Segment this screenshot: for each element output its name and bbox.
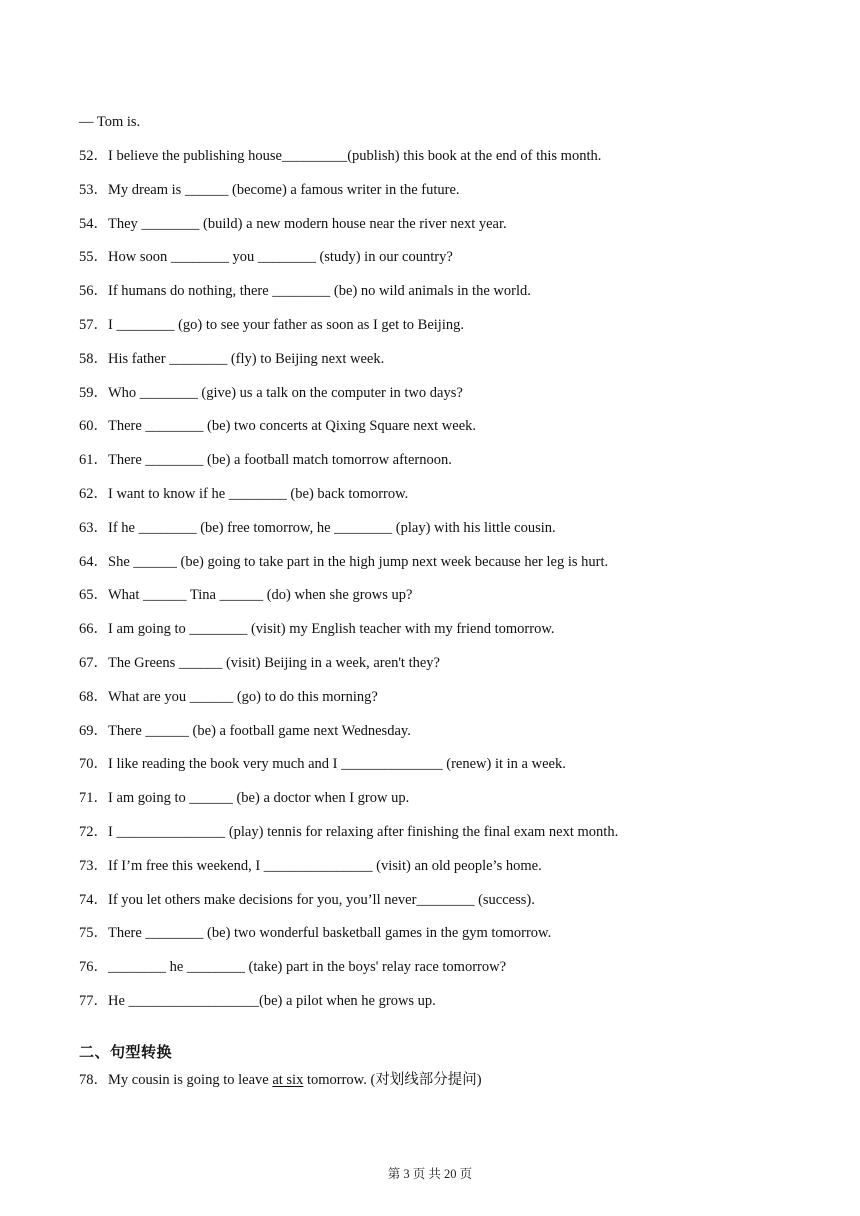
question-text: I like reading the book very much and I ______________ (renew) it in a week. [108,756,566,772]
question-number: 56． [79,283,108,299]
question-item [79,485,408,503]
question-text: She ______ (be) going to take part in the high jump next week because her leg is hurt. [108,554,609,570]
question-item [79,586,412,604]
question-item [79,451,452,469]
section-heading: 二、句型转换 [79,1043,173,1061]
question-text: How soon ________ you ________ (study) in our country? [108,249,453,265]
question-number: 52． [79,148,108,164]
question-number: 74． [79,892,108,908]
question-item [79,553,608,571]
intro-line: — Tom is. [79,114,141,130]
question-item [79,147,601,165]
question-item [79,924,551,942]
question-item [79,857,542,875]
question-number: 73． [79,858,108,874]
page-footer: 第 3 页 共 20 页 [387,1167,473,1181]
question-text: If you let others make decisions for you, you’ll never________ (success). [108,892,535,908]
question-item [79,823,618,841]
question-number: 66． [79,621,108,637]
question-number: 60． [79,418,108,434]
question-item [79,891,535,909]
question-number: 70． [79,756,108,772]
question-text: What are you ______ (go) to do this morning? [108,689,378,705]
question-text: If I’m free this weekend, I _______________ (visit) an old people’s home. [108,858,542,874]
question-number: 72． [79,824,108,840]
question-text: There ________ (be) two concerts at Qixing Square next week. [108,418,477,434]
question-item [79,992,436,1010]
question-text: There ________ (be) a football match tomorrow afternoon. [108,452,452,468]
question-item [79,755,566,773]
question-number: 55． [79,249,108,265]
question-text: He __________________(be) a pilot when he grows up. [108,993,436,1009]
question-number: 77． [79,993,108,1009]
question-text-before: My cousin is going to leave [108,1072,273,1088]
question-text: If he ________ (be) free tomorrow, he ________ (play) with his little cousin. [108,520,556,536]
question-text: If humans do nothing, there ________ (be) no wild animals in the world. [108,283,531,299]
question-number: 53． [79,182,108,198]
question-item [79,181,460,199]
question-text: I want to know if he ________ (be) back tomorrow. [108,486,409,502]
question-number: 71． [79,790,108,806]
question-number: 63． [79,520,108,536]
question-text: What ______ Tina ______ (do) when she grows up? [108,587,413,603]
question-text: I am going to ________ (visit) my English teacher with my friend tomorrow. [108,621,555,637]
question-number: 62． [79,486,108,502]
question-number: 59． [79,385,108,401]
question-number: 61． [79,452,108,468]
question-item [79,350,384,368]
question-item [79,620,554,638]
question-text: I ________ (go) to see your father as soon as I get to Beijing. [108,317,464,333]
question-item [79,215,507,233]
question-item-78 [79,1071,482,1089]
question-number: 65． [79,587,108,603]
question-item [79,688,378,706]
question-number: 78． [79,1072,108,1088]
question-text: They ________ (build) a new modern house near the river next year. [108,216,507,232]
question-text: My dream is ______ (become) a famous writer in the future. [108,182,460,198]
question-number: 69． [79,723,108,739]
question-number: 57． [79,317,108,333]
question-text: I am going to ______ (be) a doctor when I grow up. [108,790,410,806]
question-number: 75． [79,925,108,941]
underlined-phrase: at six [272,1072,304,1088]
question-number: 64． [79,554,108,570]
question-item [79,248,453,266]
question-text: His father ________ (fly) to Beijing next week. [108,351,385,367]
question-text: I believe the publishing house_________(publish) this book at the end of this month. [108,148,602,164]
question-number: 58． [79,351,108,367]
question-item [79,417,476,435]
question-text: Who ________ (give) us a talk on the computer in two days? [108,385,463,401]
question-item [79,789,409,807]
question-text: I _______________ (play) tennis for relaxing after finishing the final exam next month. [108,824,619,840]
question-text-after: tomorrow. (对划线部分提问) [303,1072,482,1088]
question-item [79,958,506,976]
question-item [79,722,411,740]
question-number: 54． [79,216,108,232]
question-text: ________ he ________ (take) part in the boys' relay race tomorrow? [108,959,507,975]
question-number: 68． [79,689,108,705]
question-number: 76． [79,959,108,975]
question-text: The Greens ______ (visit) Beijing in a week, aren't they? [108,655,440,671]
question-item [79,654,440,672]
question-item [79,519,556,537]
question-item [79,282,531,300]
question-item [79,316,464,334]
question-text: There ________ (be) two wonderful basketball games in the gym tomorrow. [108,925,552,941]
question-item [79,384,463,402]
question-text: There ______ (be) a football game next Wednesday. [108,723,411,739]
question-number: 67． [79,655,108,671]
